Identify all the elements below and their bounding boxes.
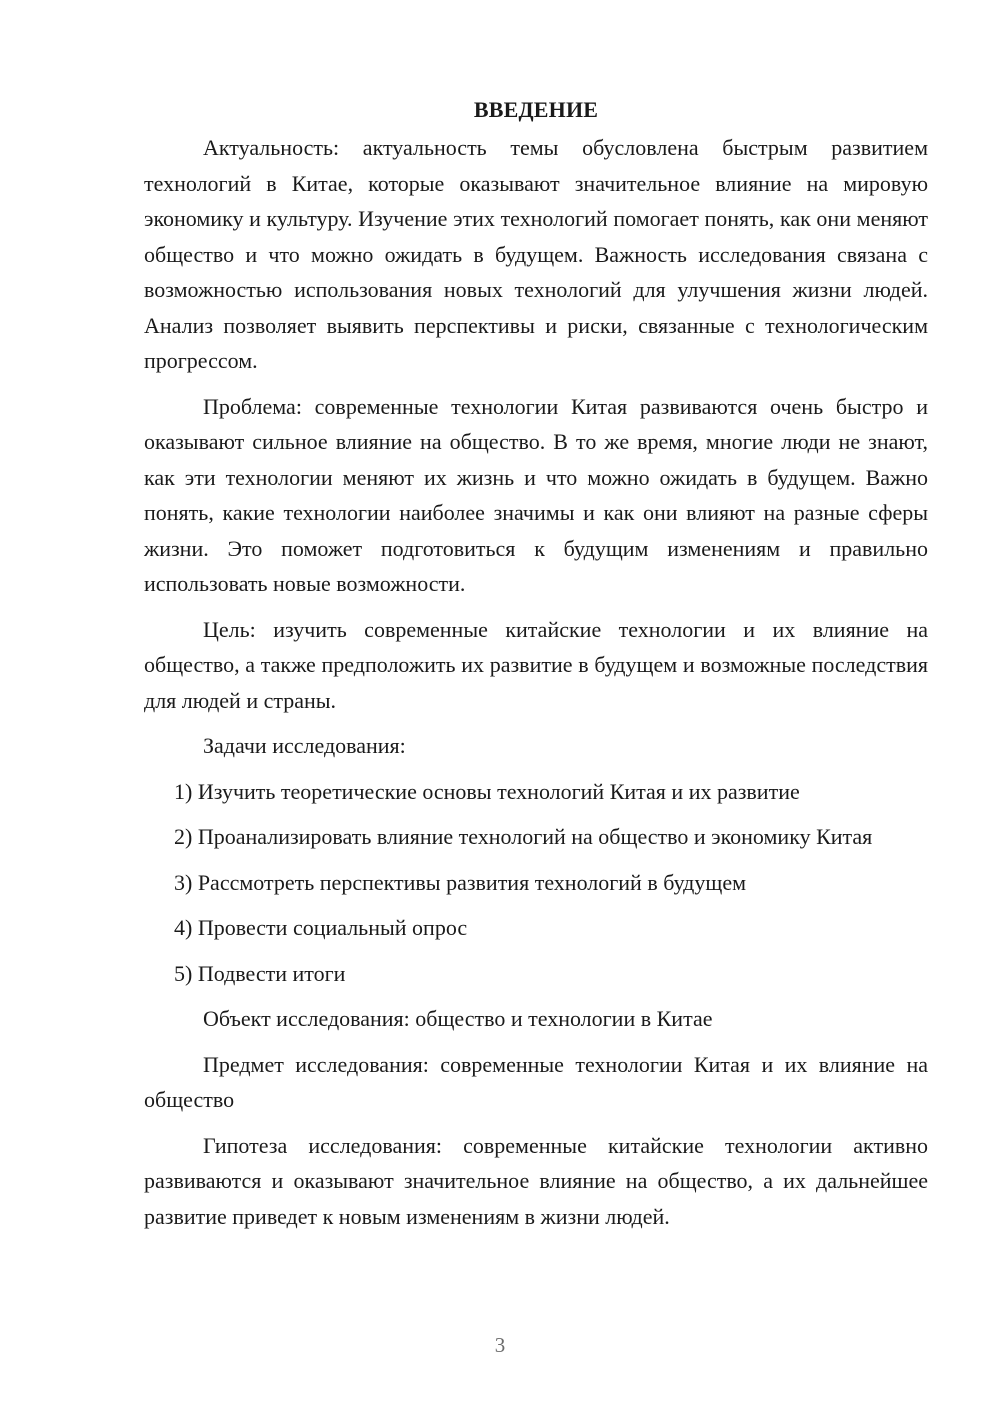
document-page xyxy=(144,92,928,1234)
paragraph-relevance: Актуальность: актуальность темы обусловлена быстрым развитием технологий в Китае, которые оказывают значительное влияние на мировую экономику и культуру. Изучение этих технологий помогает понять, как они меняют общество и что можно ожидать в будущем. Важность исследования связана с возможностью использования новых технологий для улучшения жизни людей. Анализ позволяет выявить перспективы и риски, связанные с технологическим прогрессом. xyxy=(144,135,928,373)
paragraph-problem: Проблема: современные технологии Китая развиваются очень быстро и оказывают сильное влияние на общество. В то же время, многие люди не знают, как эти технологии меняют их жизнь и что можно ожидать в будущем. Важно понять, какие технологии наиболее значимы и как они влияют на разные сферы жизни. Это поможет подготовиться к будущим изменениям и правильно использовать новые возможности. xyxy=(144,393,928,596)
task-item-5: 5) Подвести итоги xyxy=(174,960,346,986)
paragraph-hypothesis: Гипотеза исследования: современные китайские технологии активно развиваются и оказывают значительное влияние на общество, а их дальнейшее развитие приведет к новым изменениям в жизни людей. xyxy=(144,1132,928,1229)
paragraph-object: Объект исследования: общество и технологии в Китае xyxy=(203,1006,713,1031)
task-item-3: 3) Рассмотреть перспективы развития технологий в будущем xyxy=(174,869,746,895)
page-number: 3 xyxy=(494,1333,506,1357)
task-item-1: 1) Изучить теоретические основы технологий Китая и их развитие xyxy=(174,778,800,804)
task-item-2: 2) Проанализировать влияние технологий на общество и экономику Китая xyxy=(174,824,873,849)
document-title: ВВЕДЕНИЕ xyxy=(473,97,599,122)
tasks-heading: Задачи исследования: xyxy=(203,733,406,758)
paragraph-subject: Предмет исследования: современные технологии Китая и их влияние на общество xyxy=(144,1051,928,1112)
task-item-4: 4) Провести социальный опрос xyxy=(174,915,468,940)
paragraph-goal: Цель: изучить современные китайские технологии и их влияние на общество, а также предположить их развитие в будущем и возможные последствия для людей и страны. xyxy=(144,616,928,713)
